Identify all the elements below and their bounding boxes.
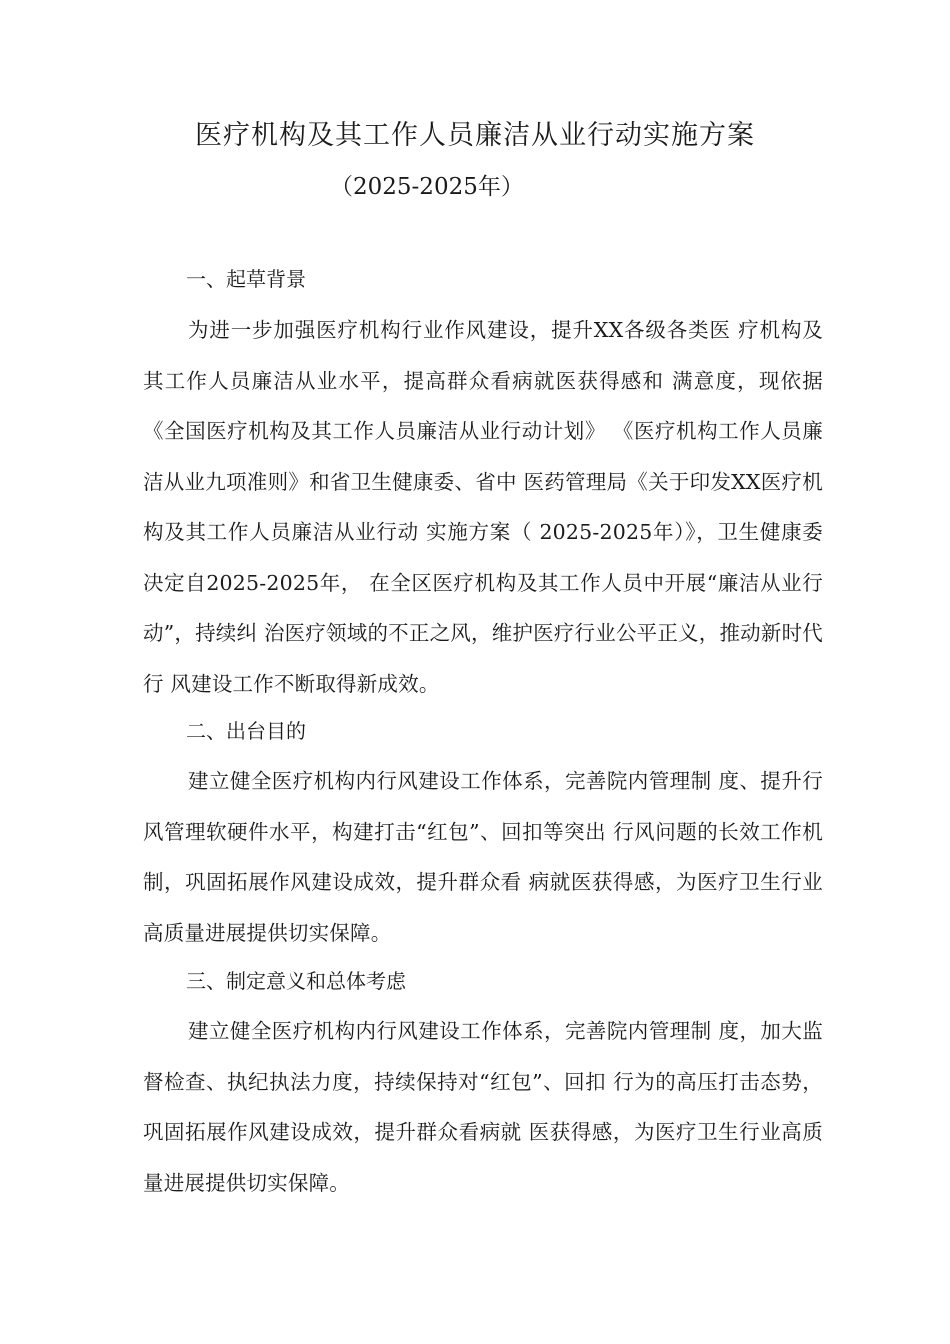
section-heading-purpose: 二、出台目的 bbox=[186, 719, 306, 743]
section-heading-background: 一、起草背景 bbox=[186, 267, 306, 291]
section-body-purpose: 建立健全医疗机构内行风建设工作体系，完善院内管理制 度、提升行风管理软硬件水平，构建打击“红包”、回扣等突出 行风问题的长效工作机制，巩固拓展作风建设成效，提升群众看 病就医获得感，为医疗卫生行业高质量进展提供切实保障。 bbox=[143, 769, 823, 945]
section-body-background: 为进一步加强医疗机构行业作风建设，提升XX各级各类医 疗机构及其工作人员廉洁从业水平，提高群众看病就医获得感和 满意度，现依据《全国医疗机构及其工作人员廉洁从业行动计划》 《医疗机构工作人员廉洁从业九项准则》和省卫生健康委、省中 医药管理局《关于印发XX医疗机构及其工作人员廉洁从业行动 实施方案（ 2025-2025年）》，卫生健康委决定自2025-2025年， 在全区医疗机构及其工作人员中开展“廉洁从业行动”，持续纠 治医疗领域的不正之风，维护医疗行业公平正义，推动新时代行 风建设工作不断取得新成效。 bbox=[143, 318, 823, 696]
section-body-significance: 建立健全医疗机构内行风建设工作体系，完善院内管理制 度，加大监督检查、执纪执法力度，持续保持对“红包”、回扣 行为的高压打击态势，巩固拓展作风建设成效，提升群众看病就 医获得感，为医疗卫生行业高质量进展提供切实保障。 bbox=[143, 1019, 823, 1195]
document-title: 医疗机构及其工作人员廉洁从业行动实施方案 bbox=[195, 120, 755, 151]
document-subtitle: （2025-2025年） bbox=[330, 174, 524, 200]
section-heading-significance: 三、制定意义和总体考虑 bbox=[186, 969, 406, 993]
